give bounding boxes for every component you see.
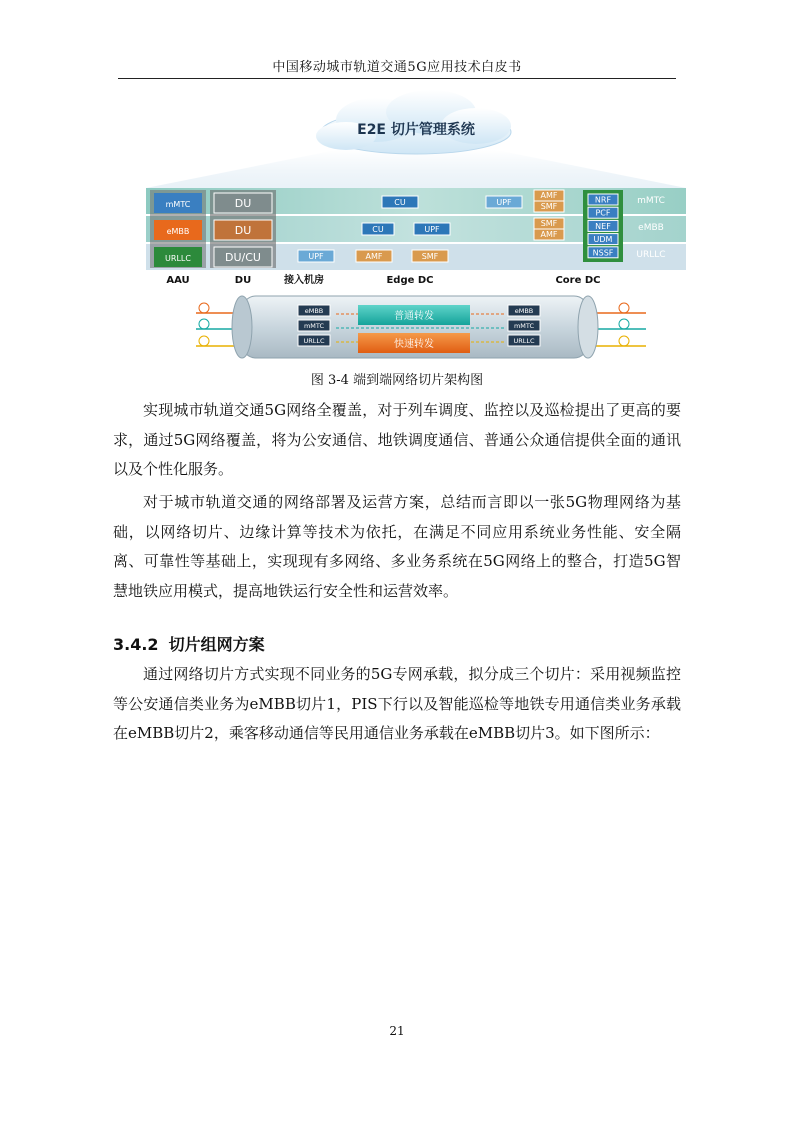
section-heading — [113, 632, 265, 655]
svg-text:SMF: SMF — [540, 202, 558, 211]
right-label-mmtc: mMTC — [637, 196, 665, 206]
label-aau: AAU — [166, 275, 190, 286]
core-upf — [486, 196, 522, 208]
svg-text:mMTC: mMTC — [165, 200, 191, 209]
running-header: 中国移动城市轨道交通5G应用技术白皮书 — [272, 60, 522, 75]
svg-text:URLLC: URLLC — [165, 254, 191, 263]
header-rule — [118, 78, 676, 79]
svg-text:AMF: AMF — [540, 191, 558, 200]
normal-forwarding — [358, 305, 470, 325]
left-pipe-tag-label: URLLC — [303, 337, 325, 345]
du-box-2 — [214, 220, 272, 240]
edge-cu-1 — [382, 196, 418, 208]
label-access-room: 接入机房 — [284, 275, 324, 286]
aau-embb — [154, 220, 202, 240]
svg-text:SMF: SMF — [421, 252, 439, 261]
right-label-embb: eMBB — [638, 223, 664, 233]
svg-text:UPF: UPF — [424, 225, 440, 234]
du-box-1 — [214, 193, 272, 213]
label-edge-dc: Edge DC — [386, 275, 434, 286]
nf-label-nssf: NSSF — [592, 248, 614, 258]
fast-forwarding — [358, 333, 470, 353]
edge-cu-2 — [362, 223, 394, 235]
svg-text:UPF: UPF — [308, 252, 324, 261]
label-core-dc: Core DC — [555, 275, 601, 286]
aau-urllc — [154, 247, 202, 267]
svg-text:CU: CU — [372, 225, 384, 234]
paragraph-3: 通过网络切片方式实现不同业务的5G专网承载，拟分成三个切片：采用视频监控等公安通信类业务为eMBB切片1，PIS下行以及智能巡检等地铁专用通信类业务承载在eMBB切片2，乘客移动通信等民用通信业务承载在eMBB切片3。如下图所示： — [113, 665, 681, 742]
svg-text:AMF: AMF — [365, 252, 383, 261]
access-upf — [298, 250, 334, 262]
core-amf-2 — [534, 229, 564, 240]
du-cu-box — [214, 247, 272, 267]
svg-text:eMBB: eMBB — [166, 227, 190, 236]
core-amf-1 — [534, 190, 564, 201]
nf-label-nef: NEF — [595, 221, 611, 231]
figure-caption: 图 3-4 端到端网络切片架构图 — [310, 373, 484, 388]
svg-text:UPF: UPF — [496, 198, 512, 207]
svg-text:CU: CU — [394, 198, 406, 207]
svg-text:快速转发: 快速转发 — [394, 339, 434, 350]
left-pipe-tag-label: mMTC — [303, 322, 325, 330]
right-pipe-tag-label: eMBB — [514, 307, 534, 315]
svg-text:DU/CU: DU/CU — [225, 251, 261, 264]
left-pipe-tag-label: eMBB — [304, 307, 324, 315]
right-pipe-tag-label: URLLC — [513, 337, 535, 345]
nf-label-nrf: NRF — [594, 195, 612, 205]
svg-text:普通转发: 普通转发 — [394, 311, 434, 322]
aau-mmtc — [154, 193, 202, 213]
section-title: 切片组网方案 — [168, 635, 265, 654]
svg-text:AMF: AMF — [540, 230, 558, 239]
light-beam — [146, 150, 686, 188]
paragraph-1: 实现城市轨道交通5G网络全覆盖，对于列车调度、监控以及巡检提出了更高的要求，通过5G网络覆盖，将为公安通信、地铁调度通信、普通公众通信提供全面的通讯以及个性化服务。 — [113, 401, 681, 478]
label-du: DU — [234, 275, 252, 286]
paragraph-2: 对于城市轨道交通的网络部署及运营方案，总结而言即以一张5G物理网络为基础，以网络切片、边缘计算等技术为依托，在满足不同应用系统业务性能、安全隔离、可靠性等基础上，实现现有多网络、多业务系统在5G网络上的整合，打造5G智慧地铁应用模式，提高地铁运行安全性和运营效率。 — [113, 493, 681, 600]
right-pipe-tag-label: mMTC — [513, 322, 535, 330]
e2e-slice-architecture-figure — [146, 90, 686, 362]
nf-label-udm: UDM — [593, 235, 613, 245]
nf-label-pcf: PCF — [595, 208, 611, 218]
edge-upf — [414, 223, 450, 235]
edge-smf — [412, 250, 448, 262]
page-number: 21 — [389, 1024, 405, 1038]
svg-text:DU: DU — [234, 197, 252, 210]
right-label-urllc: URLLC — [636, 250, 666, 260]
svg-text:SMF: SMF — [540, 219, 558, 228]
section-number: 3.4.2 — [113, 635, 159, 654]
edge-amf — [356, 250, 392, 262]
core-smf-2 — [534, 218, 564, 229]
core-smf-1 — [534, 201, 564, 212]
svg-text:DU: DU — [234, 224, 252, 237]
cloud-title: E2E 切片管理系统 — [357, 122, 475, 138]
